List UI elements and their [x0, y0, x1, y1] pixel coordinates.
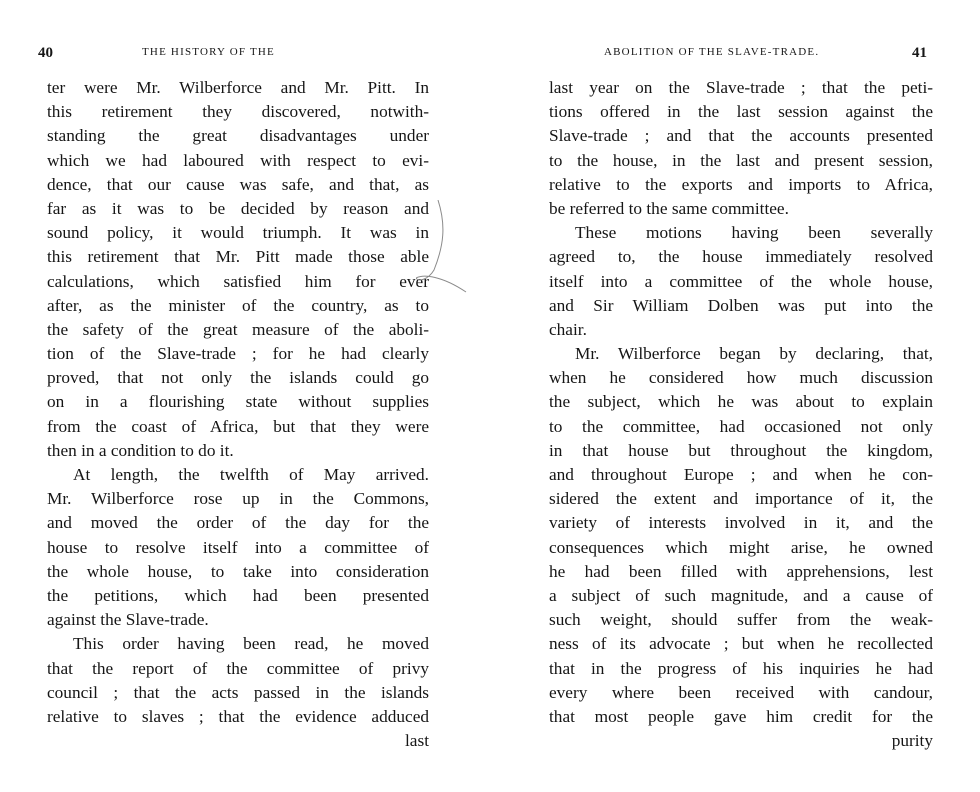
text-line: and throughout Europe ; and when he con-: [549, 465, 933, 484]
text-line: relative to slaves ; that the evidence adduced: [47, 706, 429, 726]
text-line: such weight, should suffer from the weak-: [549, 610, 933, 630]
text-line: itself into a committee of the whole house,: [549, 271, 933, 291]
text-line: against the Slave-trade.: [47, 610, 209, 630]
left-page-text: [47, 76, 429, 753]
left-page: [0, 0, 480, 792]
text-line: then in a condition to do it.: [47, 440, 234, 460]
text-line: when he considered how much discussion: [549, 368, 933, 388]
text-line: to the committee, had occasioned not only: [549, 416, 933, 436]
text-line: on in a flourishing state without supplies: [47, 392, 429, 412]
text-line: to the house, in the last and present session,: [549, 150, 933, 170]
catchword: last: [405, 731, 429, 751]
page-number-right: 41: [912, 45, 927, 61]
text-line: relative to the exports and imports to Africa,: [549, 174, 933, 194]
text-line: a subject of such magnitude, and a cause of: [549, 585, 933, 605]
text-line: this retirement that Mr. Pitt made those able: [47, 247, 429, 267]
running-head-right: ABOLITION OF THE SLAVE-TRADE.: [604, 46, 820, 58]
text-line: that most people gave him credit for the: [549, 706, 933, 726]
text-line: proved, that not only the islands could go: [47, 368, 429, 388]
text-line: that the report of the committee of privy: [47, 658, 429, 678]
text-line: that in the progress of his inquiries he had: [549, 658, 933, 678]
text-line: this retirement they discovered, notwith-: [47, 102, 429, 122]
text-line: consequences which might arise, he owned: [549, 537, 933, 557]
text-line: standing the great disadvantages under: [47, 126, 429, 146]
text-line: sidered the extent and importance of it, the: [549, 489, 933, 509]
catchword: purity: [891, 731, 933, 751]
text-line: dence, that our cause was safe, and that, as: [47, 174, 429, 194]
text-line: last year on the Slave-trade ; that the peti-: [549, 78, 933, 97]
text-line: Mr. Wilberforce began by declaring, that,: [575, 344, 933, 364]
text-line: the petitions, which had been presented: [47, 585, 429, 605]
page-number-left: 40: [38, 45, 53, 61]
text-line: far as it was to be decided by reason and: [47, 198, 429, 218]
text-line: tion of the Slave-trade ; for he had clearly: [47, 344, 429, 364]
text-line: This order having been read, he moved: [73, 634, 429, 654]
text-line: he had been filled with apprehensions, lest: [549, 561, 933, 581]
text-line: and Sir William Dolben was put into the: [549, 295, 933, 315]
running-head-left: THE HISTORY OF THE: [142, 46, 275, 58]
text-line: council ; that the acts passed in the islands: [47, 682, 429, 702]
text-line: calculations, which satisfied him for ever: [47, 271, 429, 291]
text-line: every where been received with candour,: [549, 682, 933, 702]
right-page: [490, 0, 980, 792]
text-line: Mr. Wilberforce rose up in the Commons,: [47, 489, 429, 509]
text-line: sound policy, it would triumph. It was in: [47, 223, 429, 243]
text-line: house to resolve itself into a committee of: [47, 537, 429, 557]
text-line: which we had laboured with respect to evi-: [47, 150, 429, 170]
text-line: the subject, which he was about to explain: [549, 392, 933, 412]
text-line: agreed to, the house immediately resolved: [549, 247, 933, 267]
text-line: chair.: [549, 319, 587, 339]
text-line: from the coast of Africa, but that they were: [47, 416, 429, 436]
text-line: These motions having been severally: [575, 223, 933, 243]
text-line: in that house but throughout the kingdom,: [549, 440, 933, 460]
text-line: be referred to the same committee.: [549, 198, 789, 218]
text-line: tions offered in the last session against the: [549, 102, 933, 122]
text-line: variety of interests involved in it, and the: [549, 513, 933, 533]
text-line: ness of its advocate ; but when he recollected: [549, 634, 933, 654]
text-line: after, as the minister of the country, as to: [47, 295, 429, 315]
right-page-text: [549, 76, 933, 753]
text-line: the safety of the great measure of the aboli-: [47, 319, 429, 339]
text-line: and moved the order of the day for the: [47, 513, 429, 533]
text-line: Slave-trade ; and that the accounts presented: [549, 126, 933, 146]
text-line: the whole house, to take into consideration: [47, 561, 429, 581]
text-line: ter were Mr. Wilberforce and Mr. Pitt. In: [47, 78, 429, 97]
text-line: At length, the twelfth of May arrived.: [73, 465, 429, 484]
